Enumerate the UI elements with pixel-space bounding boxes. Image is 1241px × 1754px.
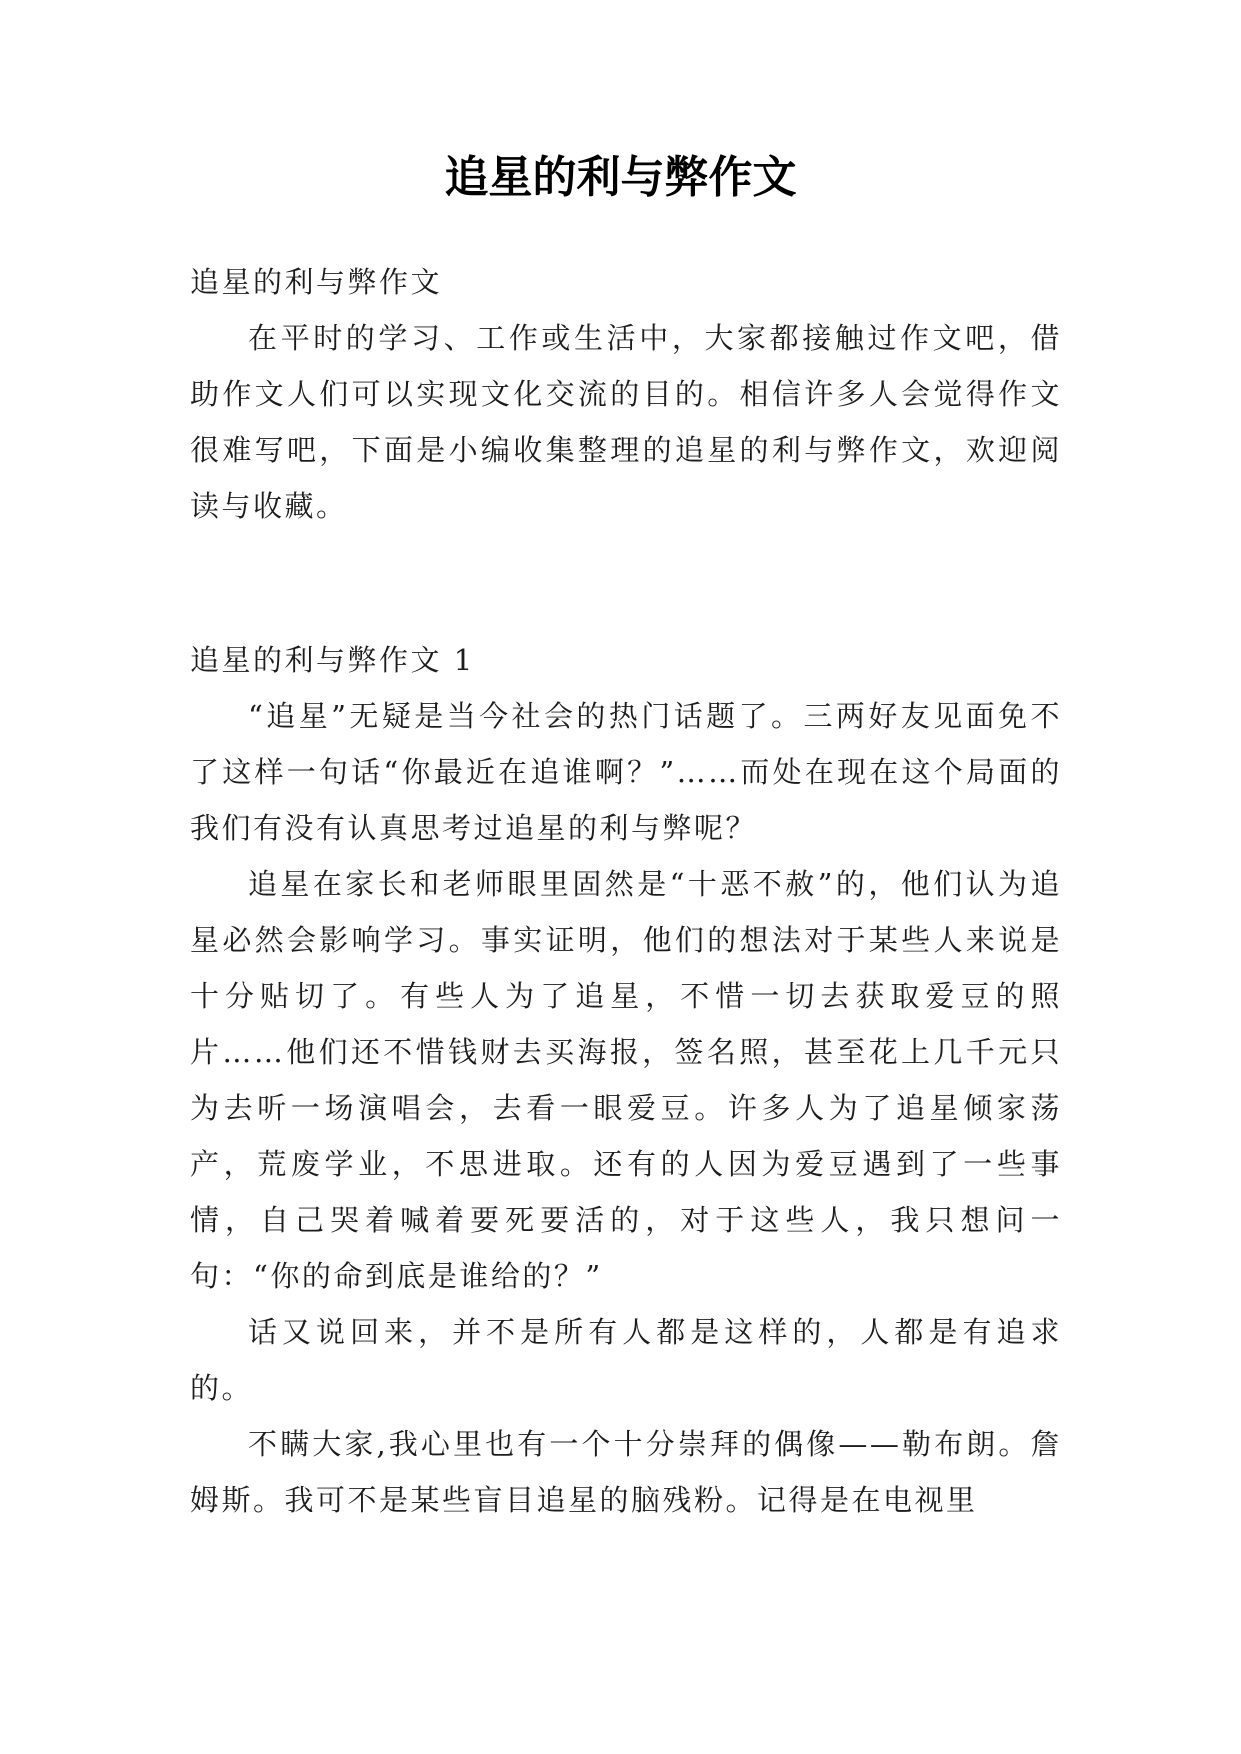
paragraph-1: “追星”无疑是当今社会的热门话题了。三两好友见面免不了这样一句话“你最近在追谁啊？”……而处在现在这个局面的我们有没有认真思考过追星的利与弊呢？ <box>190 699 1062 845</box>
intro-heading: 追星的利与弊作文 <box>190 265 443 299</box>
paragraph-4: 不瞒大家,我心里也有一个十分崇拜的偶像——勒布朗。詹姆斯。我可不是某些盲目追星的脑残粉。记得是在电视里 <box>190 1427 1062 1517</box>
intro-paragraph: 在平时的学习、工作或生活中，大家都接触过作文吧，借助作文人们可以实现文化交流的目的。相信许多人会觉得作文很难写吧，下面是小编收集整理的追星的利与弊作文，欢迎阅读与收藏。 <box>190 321 1062 523</box>
paragraph-3: 话又说回来，并不是所有人都是这样的，人都是有追求的。 <box>190 1315 1062 1405</box>
paragraph-2: 追星在家长和老师眼里固然是“十恶不赦”的，他们认为追星必然会影响学习。事实证明，他们的想法对于某些人来说是十分贴切了。有些人为了追星，不惜一切去获取爱豆的照片……他们还不惜钱财去买海报，签名照，甚至花上几千元只为去听一场演唱会，去看一眼爱豆。许多人为了追星倾家荡产，荒废学业，不思进取。还有的人因为爱豆遇到了一些事情，自己哭着喊着要死要活的，对于这些人，我只想问一句：“你的命到底是谁给的？” <box>190 867 1062 1293</box>
section-heading: 追星的利与弊作文 1 <box>190 643 475 677</box>
document-title: 追星的利与弊作文 <box>444 152 797 203</box>
